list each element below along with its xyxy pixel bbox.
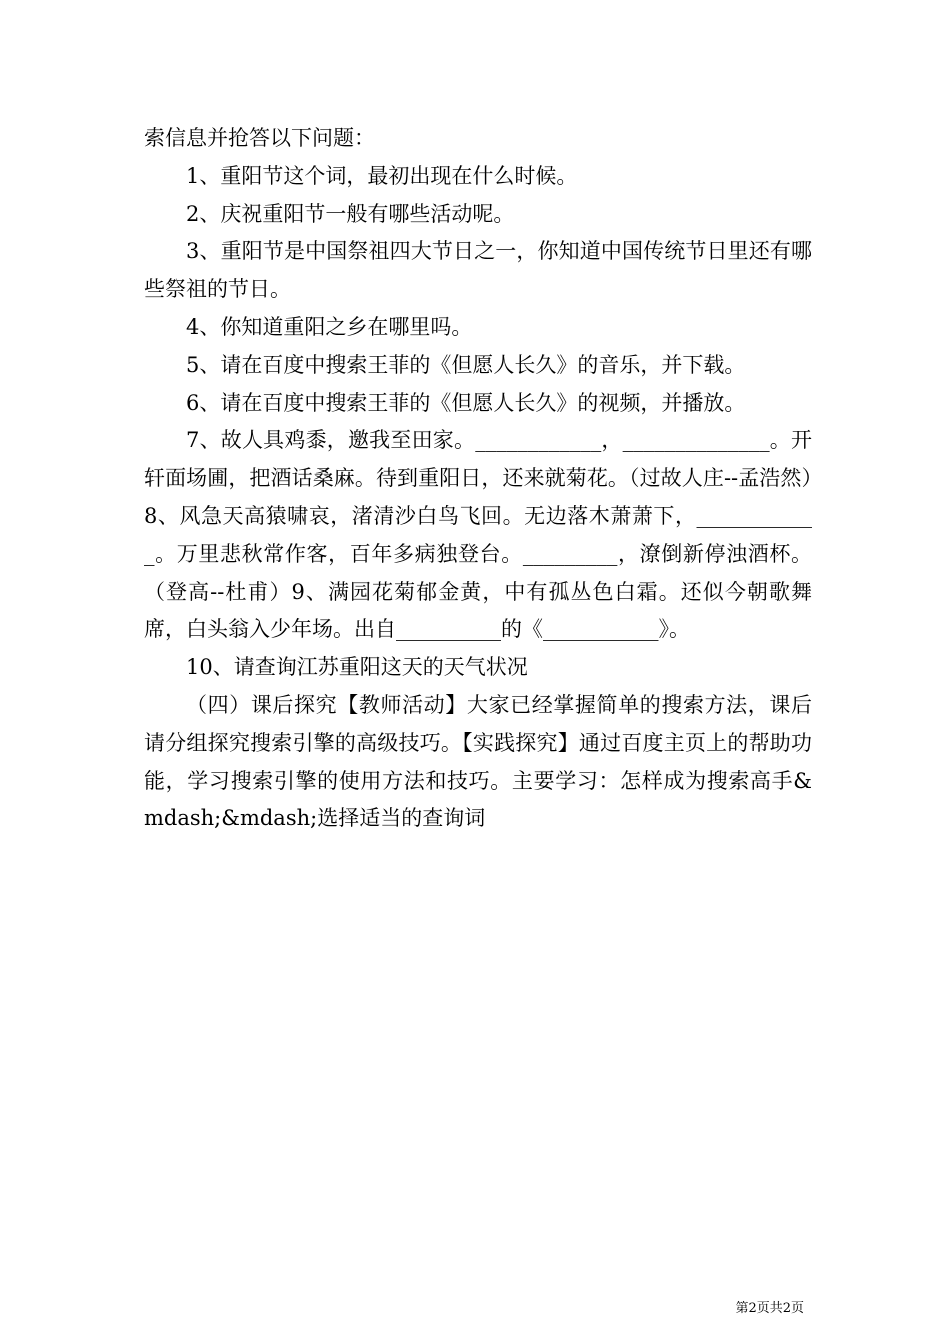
question-1: 1、重阳节这个词，最初出现在什么时候。 — [186, 163, 578, 188]
section-after-class-inquiry: （四）课后探究【教师活动】大家已经掌握简单的搜索方法，课后请分组探究搜索引擎的高级技巧。【实践探究】通过百度主页上的帮助功能，学习搜索引擎的使用方法和技巧。主要学习：怎样成为搜索高手&mdash;&mdash;选择适当的查询词 — [144, 692, 812, 831]
paragraph-intro: 索信息并抢答以下问题： — [144, 126, 375, 150]
question-6: 6、请在百度中搜索王菲的《但愿人长久》的视频，并播放。 — [186, 390, 746, 415]
question-3: 3、重阳节是中国祭祖四大节日之一，你知道中国传统节日里还有哪些祭祖的节日。 — [144, 239, 812, 302]
question-7-9-poems: 7、故人具鸡黍，邀我至田家。____________，______________。开轩面场圃，把酒话桑麻。待到重阳日，还来就菊花。（过故人庄--孟浩然）8、风急天高猿啸哀，渚清沙白鸟飞回。无边落木萧萧下，____________。万里悲秋常作客，百年多病独登台。_________，潦倒新停浊酒杯。（登高--杜甫）9、满园花菊郁金黄，中有孤丛色白霜。还似今朝歌舞席，白头翁入少年场。出自__________的《___________》。 — [144, 428, 812, 642]
question-4: 4、你知道重阳之乡在哪里吗。 — [186, 314, 473, 339]
document-body — [144, 120, 812, 838]
question-10: 10、请查询江苏重阳这天的天气状况 — [186, 655, 528, 680]
question-5: 5、请在百度中搜索王菲的《但愿人长久》的音乐，并下载。 — [186, 352, 746, 377]
page-number-footer: 第2页共2页 — [735, 1301, 804, 1316]
question-2: 2、庆祝重阳节一般有哪些活动呢。 — [186, 201, 515, 226]
